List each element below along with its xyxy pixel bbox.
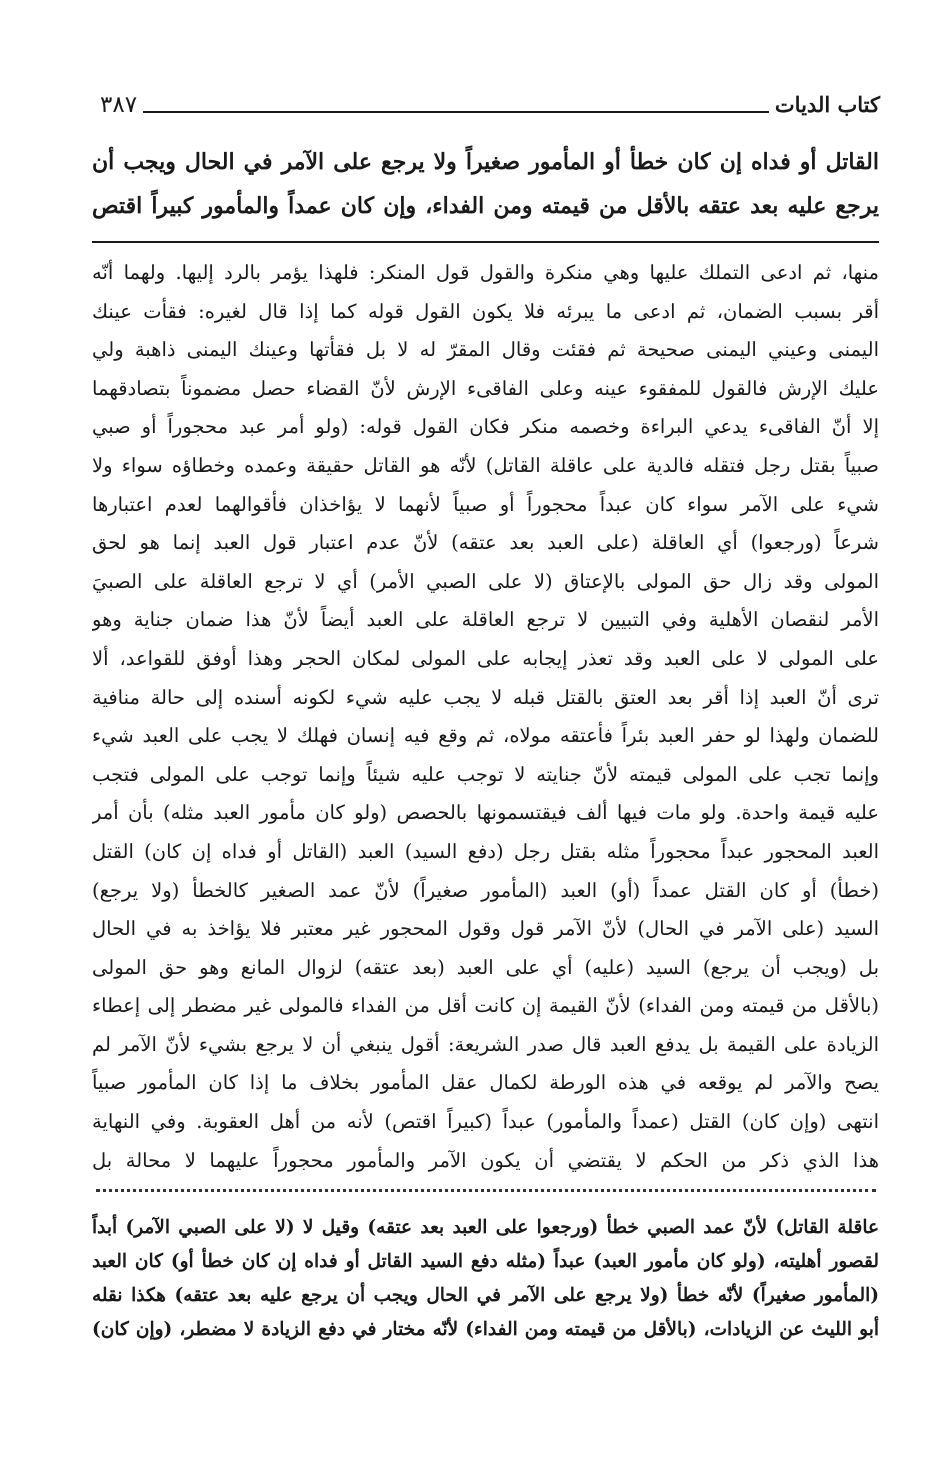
commentary-line: صبياً بقتل رجل فتقله فالدية على عاقلة القاتل) لأنّه هو القاتل حقيقة وعمده وخطاؤه سواء ولا — [92, 453, 879, 477]
commentary-block — [92, 254, 879, 1180]
page-number: ٣٨٧ — [100, 92, 138, 118]
gloss-line: (المأمور صغيراً) لأنّه خطأ (ولا يرجع على الآمر في الحال ويجب أن يرجع عليه بعد عتقه) هكذا نقله — [92, 1285, 879, 1306]
gloss-line: أبو الليث عن الزيادات، (بالأقل من قيمته ومن الفداء) لأنّه مختار في دفع الزيادة لا مضطر، (وإن كان) — [92, 1319, 879, 1340]
commentary-line: شرعاً (ورجعوا) أي العاقلة (على العبد بعد عتقه) لأنّ عدم اعتبار قول العبد إنما هو لحق — [92, 531, 879, 555]
header-rule — [143, 111, 769, 113]
commentary-line: أقر بسبب الضمان، ثم ادعى ما يبرئه فلا يكون القول قوله كما إذا قال لغيره: فقأت عينك — [92, 299, 879, 323]
commentary-line: المولى وقد زال حق المولى بالإعتاق (لا على الصبي الأمر) أي لا ترجع العاقلة على الصبيَ — [92, 569, 879, 593]
commentary-line: على المولى لا على العبد وقد تعذر إيجابه على المولى لمكان الحجر وهذا أوفق للقواعد، ألا — [92, 646, 879, 670]
matn-line: يرجع عليه بعد عتقه بالأقل من قيمته ومن الفداء، وإن كان عمداً والمأمور كبيراً اقتص — [92, 193, 879, 219]
commentary-line: السيد (على الآمر في الحال) لأنّ الآمر قول وقول المحجور غير معتبر فلا يؤاخذ به في الحال — [92, 917, 879, 941]
commentary-line: (بالأقل من قيمته ومن الفداء) لأنّ القيمة إن كانت أقل من الفداء فالمولى غير مضطر إلى إعطاء — [92, 994, 879, 1018]
commentary-line: هذا الذي ذكر من الحكم لا يقتضي أن يكون الآمر والمأمور محجوراً عليهما لا محالة بل — [92, 1148, 879, 1172]
gloss-line: عاقلة القاتل) لأنّ عمد الصبي خطأ (ورجعوا على العبد بعد عتقه) وقيل لا (لا على الصبي الآمر) أبداً — [92, 1217, 879, 1238]
commentary-line: إلا أنّ الفاقىء يدعي البراءة وخصمه منكر فكان القول قوله: (ولو أمر عبد محجوراً أو صبي — [92, 415, 879, 439]
commentary-line: شيء على الآمر سواء كان عبداً محجوراً أو صبياً لأنهما لا يؤاخذان فأقوالهما لعدم اعتبارها — [92, 492, 879, 516]
commentary-line: عليه قيمة واحدة. ولو مات فيها ألف فيقتسمونها بالحصص (ولو كان مأمور العبد مثله) بأن أمر — [92, 801, 879, 825]
commentary-line: (خطأ) أو كان القتل عمداً (أو) العبد (المأمور صغيراً) لأنّ عمد الصغير كالخطأ (ولا يرجع) — [92, 878, 879, 902]
margin-gloss-block — [92, 1211, 879, 1347]
commentary-line: وإنما تجب على المولى قيمته لأنّ جنايته لا توجب عليه شيئاً وإنما توجب على المولى فتجب — [92, 762, 879, 786]
commentary-line: الزيادة على القيمة بل يدفع العبد قال صدر الشريعة: أقول ينبغي أن لا يرجع بشيء لأنّ الآمر لم — [92, 1032, 879, 1056]
book-title: كتاب الديات — [774, 92, 880, 117]
main-commentary-divider — [92, 241, 879, 243]
matn-line: القاتل أو فداه إن كان خطأ أو المأمور صغيراً ولا يرجع على الآمر في الحال ويجب أن — [92, 149, 879, 175]
running-header — [100, 88, 880, 118]
commentary-line: بل (ويجب أن يرجع) السيد (عليه) أي على العبد (بعد عتقه) لزوال المانع وهو حق المولى — [92, 955, 879, 979]
commentary-line: اليمنى وعيني اليمنى صحيحة ثم فقئت وقال المقرّ له لا بل فقأتها وعينك اليمنى ذاهبة ولي — [92, 338, 879, 362]
commentary-line: ترى أنّ العبد إذا أقر بعد العتق بالقتل قبله لا يجب عليه شيء لكونه أسنده إلى حالة منافية — [92, 685, 879, 709]
main-text-block — [92, 140, 879, 228]
gloss-line: لقصور أهليته، (ولو كان مأمور العبد) عبداً (مثله دفع السيد القاتل أو فداه إن كان خطأ أو) كان العبد — [92, 1251, 879, 1272]
commentary-line: عليك الإرش فالقول للمفقوء عينه وعلى الفاقىء الإرش لأنّ القضاء حصل مضموناً بتصادقهما — [92, 376, 879, 400]
commentary-line: العبد المحجور عبداً محجوراً مثله بقتل رجل (دفع السيد) العبد (القاتل أو فداه إن كان) القتل — [92, 839, 879, 863]
commentary-line: يصح والآمر لم يوقعه في هذه الورطة لكمال عقل المأمور بخلاف ما إذا كان المأمور صبياً — [92, 1071, 879, 1095]
commentary-line: للضمان ولهذا لو حفر العبد بئراً فأعتقه مولاه، ثم وقع فيه إنسان فهلك لا يجب على العبد شيء — [92, 724, 879, 748]
commentary-line: منها، ثم ادعى التملك عليها وهي منكرة والقول قول المنكر: فلهذا يؤمر بالرد إليها. ولهما أنّه — [92, 261, 879, 284]
commentary-line: انتهى (وإن كان) القتل (عمداً والمأمور) عبداً (كبيراً اقتص) لأنه من أهل العقوبة. وفي النهاية — [92, 1110, 879, 1134]
commentary-line: الأمر لنقصان الأهلية وفي التبيين لا ترجع العاقلة على العبد أيضاً لأنّ هذا ضمان جناية وهو — [92, 608, 879, 632]
footnote-divider — [96, 1189, 876, 1202]
